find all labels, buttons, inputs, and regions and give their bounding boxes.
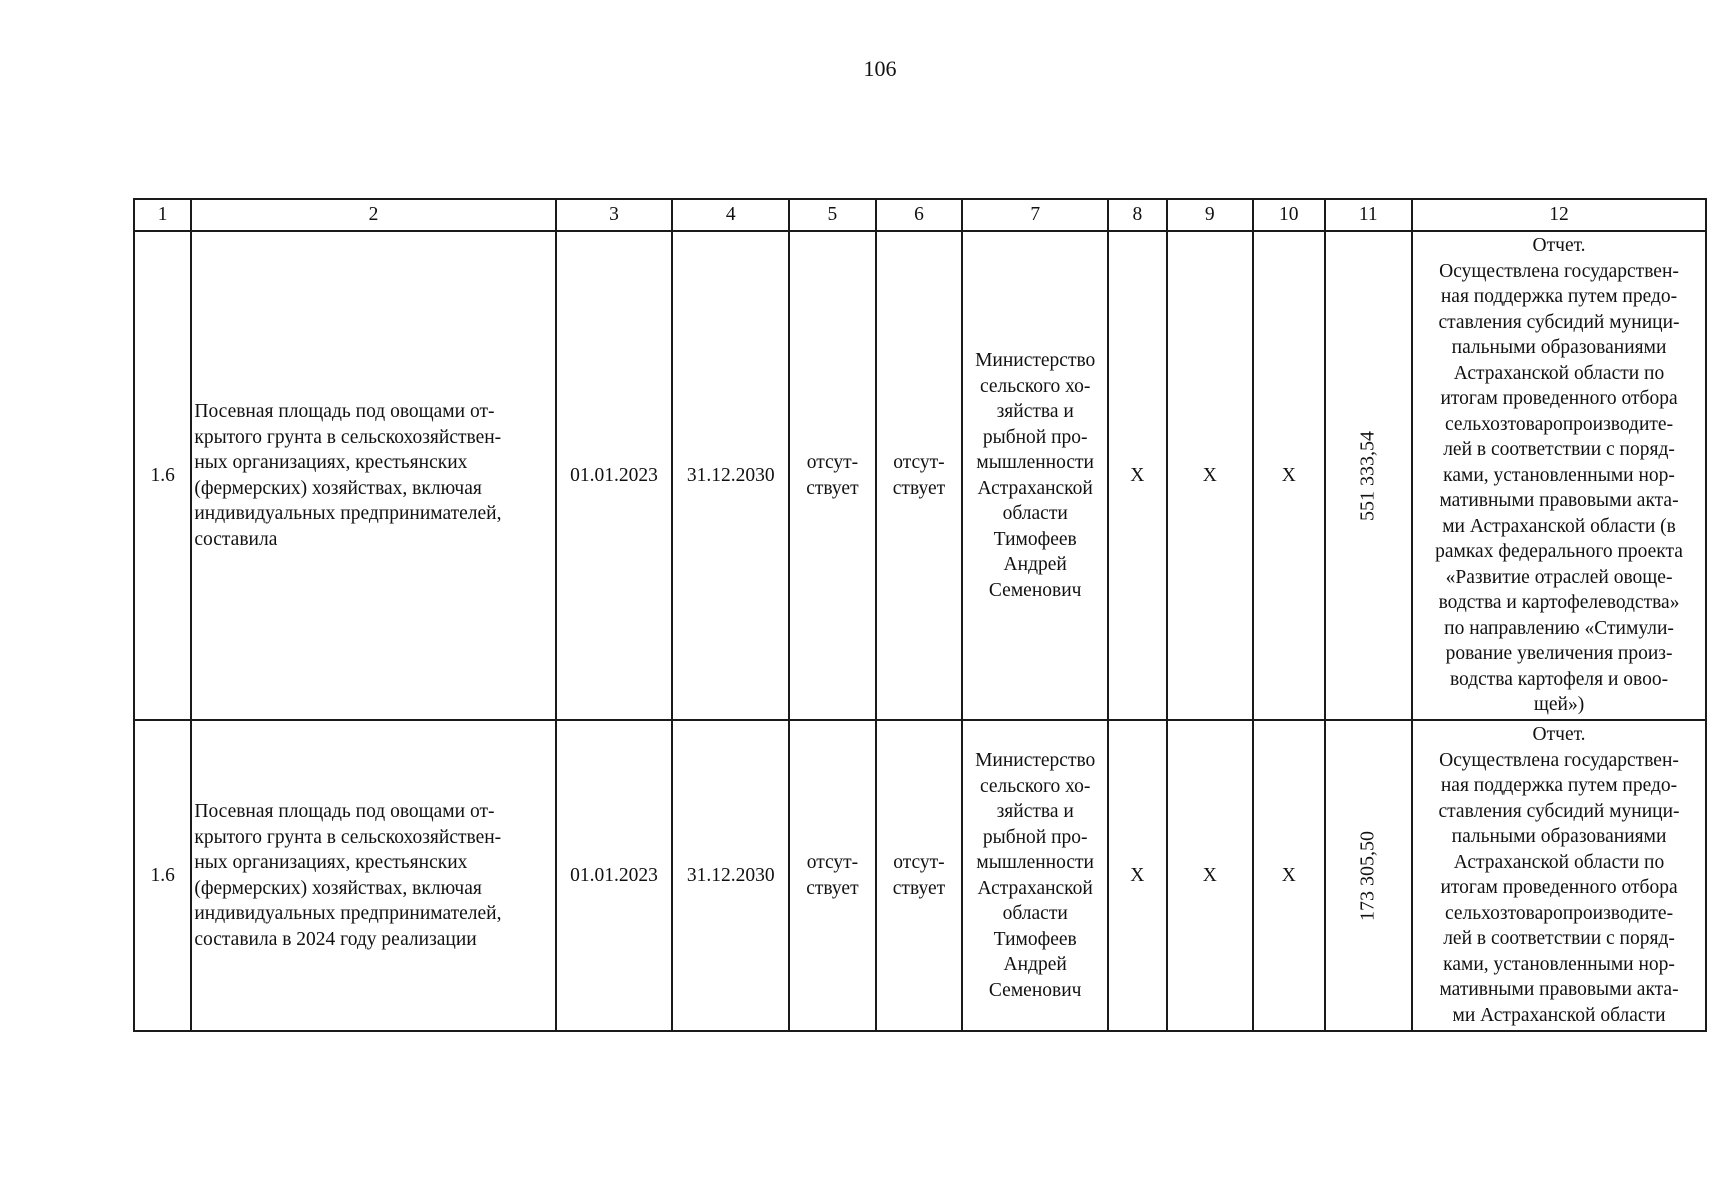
row-number-cell: 1.6 [134,720,191,1031]
header-cell: 2 [191,199,555,231]
amount-value: 551 333,54 [1356,430,1379,521]
responsible-cell: Министерство сельского хо- зяйства и рыбной про- мышленности Астраханской области Тимофеев Андрей Семенович [962,231,1108,720]
table-row [134,720,1706,1031]
header-cell: 3 [556,199,673,231]
amount-value: 173 305,50 [1356,830,1379,921]
end-date-cell: 31.12.2030 [672,720,789,1031]
col5-cell: отсут- ствует [789,231,876,720]
col9-cell: Х [1167,231,1254,720]
header-cell: 8 [1108,199,1166,231]
indicator-cell: Посевная площадь под овощами от- крытого грунта в сельскохозяйствен- ных организациях, крестьянских (фермерских) хозяйствах, включая индивидуальных предпринимателей, составила [191,231,555,720]
col9-cell: Х [1167,720,1254,1031]
start-date-cell: 01.01.2023 [556,231,673,720]
row-number-cell: 1.6 [134,231,191,720]
report-cell: Отчет. Осуществлена государствен- ная поддержка путем предо- ставления субсидий муници- пальными образованиями Астраханской области по итогам проведенного отбора сельхозтоваропроизводите- лей в соответствии с поряд- ками, установленными нор- мативными правовыми акта- ми Астраханской области [1412,720,1706,1031]
indicator-cell: Посевная площадь под овощами от- крытого грунта в сельскохозяйствен- ных организациях, крестьянских (фермерских) хозяйствах, включая индивидуальных предпринимателей, составила в 2024 году реализации [191,720,555,1031]
table-header-row [134,199,1706,231]
col10-cell: Х [1253,720,1324,1031]
header-cell: 1 [134,199,191,231]
header-cell: 6 [876,199,963,231]
header-cell: 4 [672,199,789,231]
col8-cell: Х [1108,231,1166,720]
header-cell: 5 [789,199,876,231]
report-table [133,198,1707,1032]
header-cell: 12 [1412,199,1706,231]
col5-cell: отсут- ствует [789,720,876,1031]
start-date-cell: 01.01.2023 [556,720,673,1031]
header-cell: 10 [1253,199,1324,231]
table-row [134,231,1706,720]
report-cell: Отчет. Осуществлена государствен- ная поддержка путем предо- ставления субсидий муници- пальными образованиями Астраханской области по итогам проведенного отбора сельхозтоваропроизводите- лей в соответствии с поряд- ками, установленными нор- мативными правовыми акта- ми Астраханской области (в рамках федерального проекта «Развитие отраслей овоще- водства и картофелеводства» по направлению «Стимули- рование увеличения произ- водства картофеля и овоо- щей») [1412,231,1706,720]
col10-cell: Х [1253,231,1324,720]
col6-cell: отсут- ствует [876,720,963,1031]
amount-cell [1325,231,1413,720]
page-number: 106 [863,56,897,81]
header-cell: 11 [1325,199,1413,231]
header-cell: 9 [1167,199,1254,231]
col8-cell: Х [1108,720,1166,1031]
responsible-cell: Министерство сельского хо- зяйства и рыбной про- мышленности Астраханской области Тимофеев Андрей Семенович [962,720,1108,1031]
header-cell: 7 [962,199,1108,231]
end-date-cell: 31.12.2030 [672,231,789,720]
amount-cell [1325,720,1413,1031]
col6-cell: отсут- ствует [876,231,963,720]
